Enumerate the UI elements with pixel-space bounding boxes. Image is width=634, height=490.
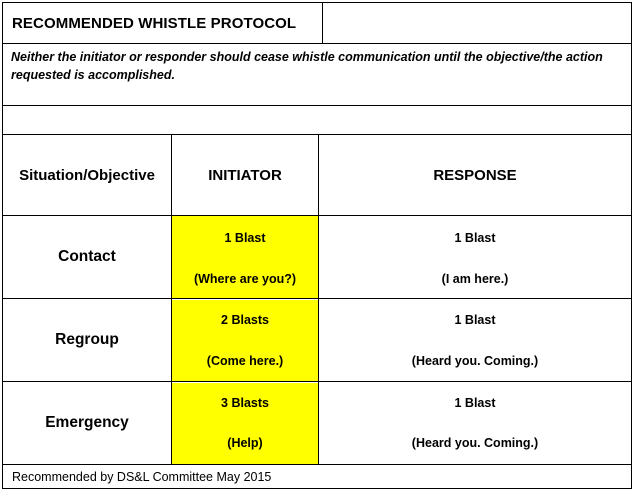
initiator-signal: 3 Blasts — [221, 396, 269, 410]
situation-cell: Emergency — [45, 414, 129, 431]
page-title: RECOMMENDED WHISTLE PROTOCOL — [12, 14, 297, 32]
situation-cell: Regroup — [55, 331, 119, 348]
response-signal: 1 Blast — [454, 313, 496, 327]
protocol-note: Neither the initiator or responder should cease whistle communication until the objective/the action requested is accomplished. — [11, 50, 603, 82]
header-initiator: INITIATOR — [208, 166, 282, 184]
situation-cell: Contact — [58, 248, 116, 265]
header-response: RESPONSE — [433, 166, 517, 184]
response-signal: 1 Blast — [454, 231, 496, 245]
initiator-signal: 1 Blast — [224, 231, 266, 245]
response-meaning: (I am here.) — [441, 272, 509, 286]
initiator-signal: 2 Blasts — [221, 313, 269, 327]
response-meaning: (Heard you. Coming.) — [411, 354, 539, 368]
response-signal: 1 Blast — [454, 396, 496, 410]
header-situation: Situation/Objective — [19, 166, 155, 184]
initiator-meaning: (Help) — [227, 436, 263, 450]
response-meaning: (Heard you. Coming.) — [411, 436, 539, 450]
initiator-meaning: (Come here.) — [206, 354, 284, 368]
initiator-meaning: (Where are you?) — [193, 272, 297, 286]
footer-credit: Recommended by DS&L Committee May 2015 — [12, 469, 272, 484]
